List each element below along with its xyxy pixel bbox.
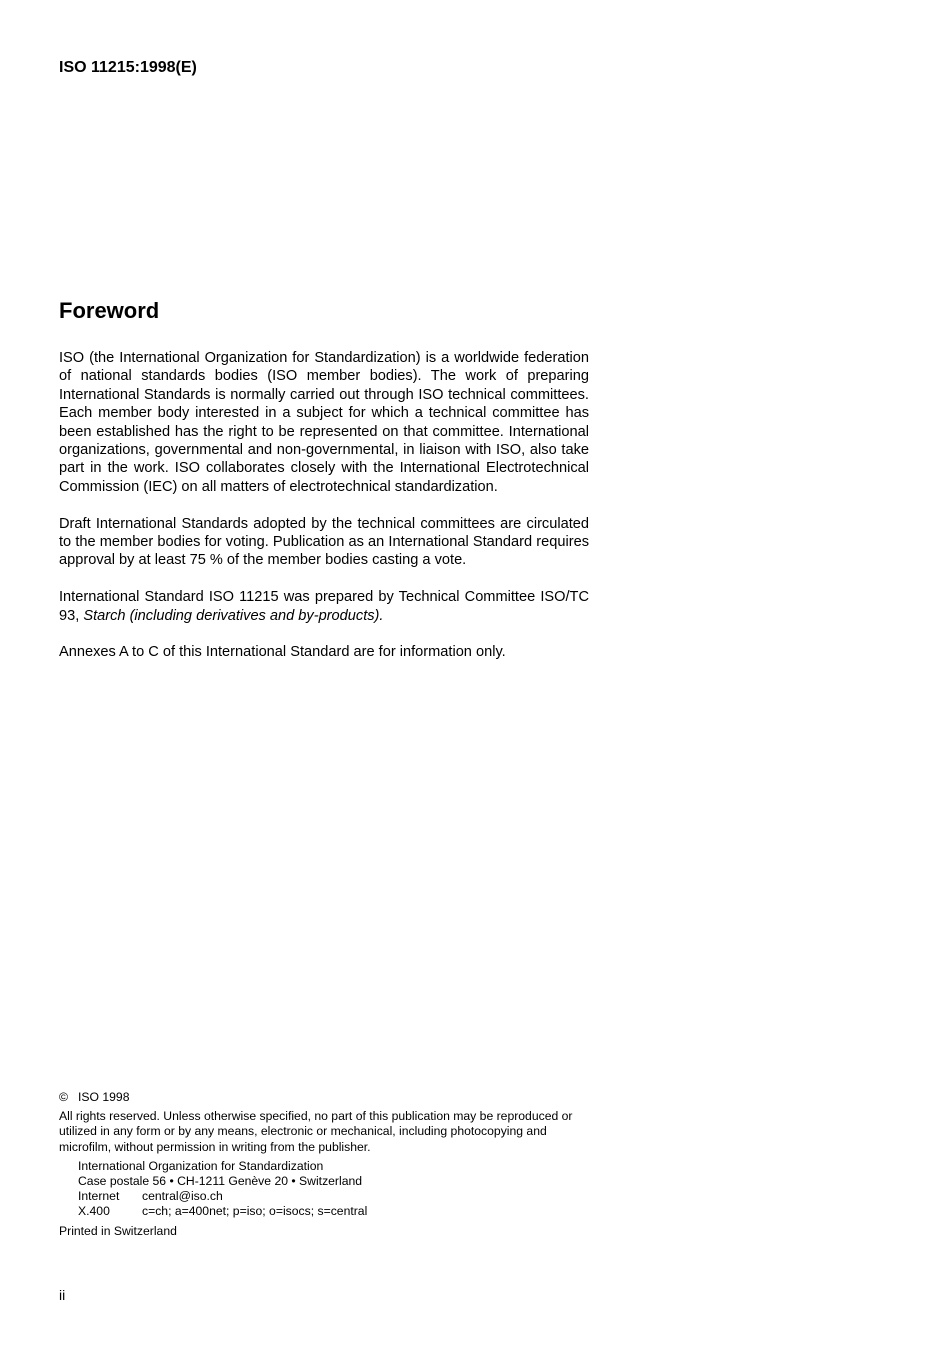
committee-title: Starch (including derivatives and by-products).	[83, 607, 384, 624]
foreword-paragraph-3	[59, 588, 589, 625]
foreword-paragraph-1: ISO (the International Organization for Standardization) is a worldwide federation of national standards bodies (ISO member bodies). The work of preparing International Standards is normally carried out through ISO technical committees. Each member body interested in a subject for which a technical committee has been established has the right to be represented on that committee. International organizations, governmental and non-governmental, in liaison with ISO, also take part in the work. ISO collaborates closely with the International Electrotechnical Commission (IEC) on all matters of electrotechnical standardization.	[59, 350, 589, 495]
page-number: ii	[59, 1287, 66, 1303]
internet-address: central@iso.ch	[142, 1189, 223, 1204]
foreword-body	[59, 349, 589, 680]
copyright-block	[59, 1090, 599, 1239]
x400-row	[78, 1204, 599, 1219]
x400-label: X.400	[78, 1204, 110, 1219]
document-id: ISO 11215:1998(E)	[59, 59, 197, 76]
copyright-owner: ISO 1998	[77, 1090, 130, 1104]
copyright-symbol: ©	[59, 1090, 68, 1104]
printed-in: Printed in Switzerland	[59, 1223, 177, 1238]
internet-label: Internet	[78, 1189, 120, 1204]
organization-name: International Organization for Standardization	[78, 1158, 324, 1173]
foreword-title: Foreword	[59, 298, 160, 323]
foreword-paragraph-4: Annexes A to C of this International Standard are for information only.	[59, 644, 506, 661]
internet-row	[78, 1189, 599, 1204]
postal-address: Case postale 56 • CH-1211 Genève 20 • Switzerland	[78, 1174, 363, 1189]
foreword-paragraph-3-text: International Standard ISO 11215 was prepared by Technical Committee ISO/TC 93,	[59, 589, 589, 624]
copyright-line	[59, 1090, 599, 1105]
x400-address: c=ch; a=400net; p=iso; o=isocs; s=central	[142, 1204, 368, 1219]
publisher-address	[78, 1159, 599, 1220]
rights-statement: All rights reserved. Unless otherwise specified, no part of this publication may be reproduced or utilized in any form or by any means, electronic or mechanical, including photocopying and microfilm, without permission in writing from the publisher.	[59, 1109, 573, 1154]
foreword-paragraph-2: Draft International Standards adopted by the technical committees are circulated to the member bodies for voting. Publication as an International Standard requires approval by at least 75 % of the member bodies casting a vote.	[59, 515, 589, 569]
